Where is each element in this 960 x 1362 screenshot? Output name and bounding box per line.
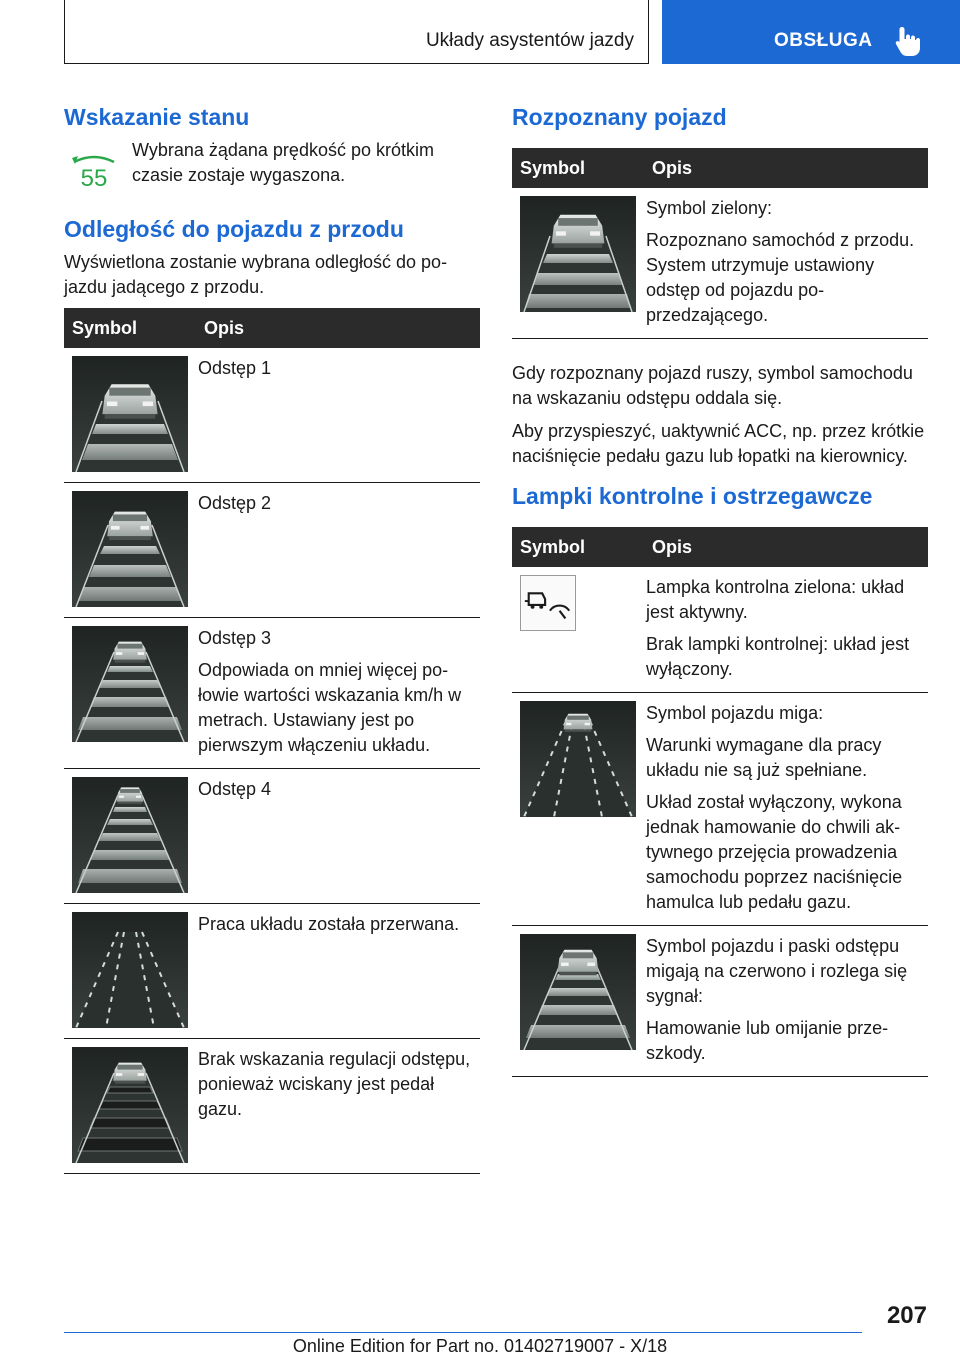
table-row bbox=[64, 618, 480, 769]
right-column bbox=[512, 100, 928, 1077]
distance-row-text bbox=[196, 904, 480, 1039]
row-line: Rozpoznano samochód z przodu. System utrzymuje ustawiony odstęp od pojazdu poprzedzającego. bbox=[646, 230, 915, 325]
row-line: Hamowanie lub omijanie przeszkody. bbox=[646, 1018, 889, 1063]
distance-3-thumbnail bbox=[72, 626, 188, 742]
heading-status: Wskazanie stanu bbox=[64, 104, 250, 130]
distance-row-text bbox=[196, 483, 480, 618]
lamps-row-text bbox=[644, 926, 928, 1077]
table-header-row bbox=[64, 308, 480, 348]
recognized-para-2: Aby przyspieszyć, uaktywnić ACC, np. przez krótkie naciśnięcie pedału gazu lub łopatki na kierownicy. bbox=[512, 421, 925, 466]
distance-table bbox=[64, 308, 480, 1174]
acc-indicator-icon bbox=[520, 575, 576, 631]
blinking-vehicle-thumbnail bbox=[520, 701, 636, 817]
status-description: Wybrana żądana prędkość po krótkim czasie zostaje wygaszona. bbox=[132, 140, 434, 185]
column-header-desc: Opis bbox=[644, 527, 928, 567]
status-item bbox=[64, 138, 480, 192]
chapter-title: Układy asystentów jazdy bbox=[425, 30, 634, 51]
heading-lamps: Lampki kontrolne i ostrzegawcze bbox=[512, 483, 873, 509]
row-line: Brak lampki kontrolnej: układ jest wyłączony. bbox=[646, 634, 910, 679]
distance-1-thumbnail bbox=[72, 356, 188, 472]
distance-row-text bbox=[196, 1039, 480, 1174]
row-line: Brak wskazania regulacji odstępu, ponieważ wciskany jest pedał gazu. bbox=[198, 1049, 471, 1119]
section-tab-label: OBSŁUGA bbox=[774, 30, 873, 51]
table-row bbox=[512, 567, 928, 693]
distance-row-text bbox=[196, 348, 480, 483]
table-row bbox=[64, 769, 480, 904]
table-row bbox=[512, 926, 928, 1077]
distance-row-text bbox=[196, 769, 480, 904]
table-row bbox=[64, 483, 480, 618]
column-header-desc: Opis bbox=[196, 308, 480, 348]
warning-vehicle-thumbnail bbox=[520, 934, 636, 1050]
footer-edition-text: Online Edition for Part no. 01402719007 - X/18 bbox=[292, 1336, 668, 1356]
left-column bbox=[64, 100, 480, 1174]
row-line: Symbol pojazdu miga: bbox=[646, 703, 824, 723]
recognized-row-text bbox=[644, 188, 928, 339]
footer-divider bbox=[64, 1332, 862, 1333]
lamps-row-text bbox=[644, 567, 928, 693]
column-header-symbol: Symbol bbox=[64, 308, 196, 348]
row-line: Odstęp 3 bbox=[198, 628, 272, 648]
column-header-desc: Opis bbox=[644, 148, 928, 188]
row-line: Praca układu została przerwana. bbox=[198, 914, 460, 934]
set-speed-icon bbox=[64, 146, 124, 192]
set-speed-number: 55 bbox=[80, 165, 108, 192]
hand-pointer-icon bbox=[894, 25, 922, 57]
table-row bbox=[64, 348, 480, 483]
heading-distance: Odległość do pojazdu z przodu bbox=[64, 216, 404, 242]
row-line: Symbol pojazdu i paski odstępu migają na czerwono i rozlega się sygnał: bbox=[646, 936, 908, 1006]
heading-recognized: Rozpoznany pojazd bbox=[512, 104, 727, 130]
recognized-table bbox=[512, 148, 928, 339]
table-header-row bbox=[512, 527, 928, 567]
table-row bbox=[64, 1039, 480, 1174]
section-tab[interactable] bbox=[662, 0, 960, 64]
lamps-row-text bbox=[644, 693, 928, 926]
recognized-vehicle-thumbnail bbox=[520, 196, 636, 312]
distance-row-text bbox=[196, 618, 480, 769]
distance-2-thumbnail bbox=[72, 491, 188, 607]
no-regulation-thumbnail bbox=[72, 1047, 188, 1163]
footer-edition bbox=[0, 1336, 960, 1357]
table-row bbox=[64, 904, 480, 1039]
row-line: Układ został wyłączony, wykona jednak hamowanie do chwili aktywnego przejęcia prowadzenia samochodu poprzez naciśnięcie hamulca lub pedału gazu. bbox=[646, 792, 903, 912]
column-header-symbol: Symbol bbox=[512, 527, 644, 567]
row-line: Odstęp 4 bbox=[198, 779, 272, 799]
table-header-row bbox=[512, 148, 928, 188]
distance-4-thumbnail bbox=[72, 777, 188, 893]
row-line: Lampka kontrolna zielona: układ jest aktywny. bbox=[646, 577, 905, 622]
row-line: Odstęp 2 bbox=[198, 493, 272, 513]
table-row bbox=[512, 188, 928, 339]
table-row bbox=[512, 693, 928, 926]
row-line: Symbol zielony: bbox=[646, 198, 773, 218]
row-line: Odpowiada on mniej więcej połowie wartości wskazania km/h w metrach. Ustawiany jest po pierwszym włączeniu układu. bbox=[198, 660, 462, 755]
row-line: Warunki wymagane dla pracy układu nie są już spełniane. bbox=[646, 735, 882, 780]
distance-intro: Wyświetlona zostanie wybrana odległość do pojazdu jadącego z przodu. bbox=[64, 252, 448, 297]
row-line: Odstęp 1 bbox=[198, 358, 272, 378]
header-frame bbox=[64, 0, 649, 64]
page-number: 207 bbox=[886, 1302, 927, 1329]
lamps-table bbox=[512, 527, 928, 1077]
column-header-symbol: Symbol bbox=[512, 148, 644, 188]
recognized-para-1: Gdy rozpoznany pojazd ruszy, symbol samochodu na wskazaniu odstępu oddala się. bbox=[512, 363, 913, 408]
interrupted-thumbnail bbox=[72, 912, 188, 1028]
